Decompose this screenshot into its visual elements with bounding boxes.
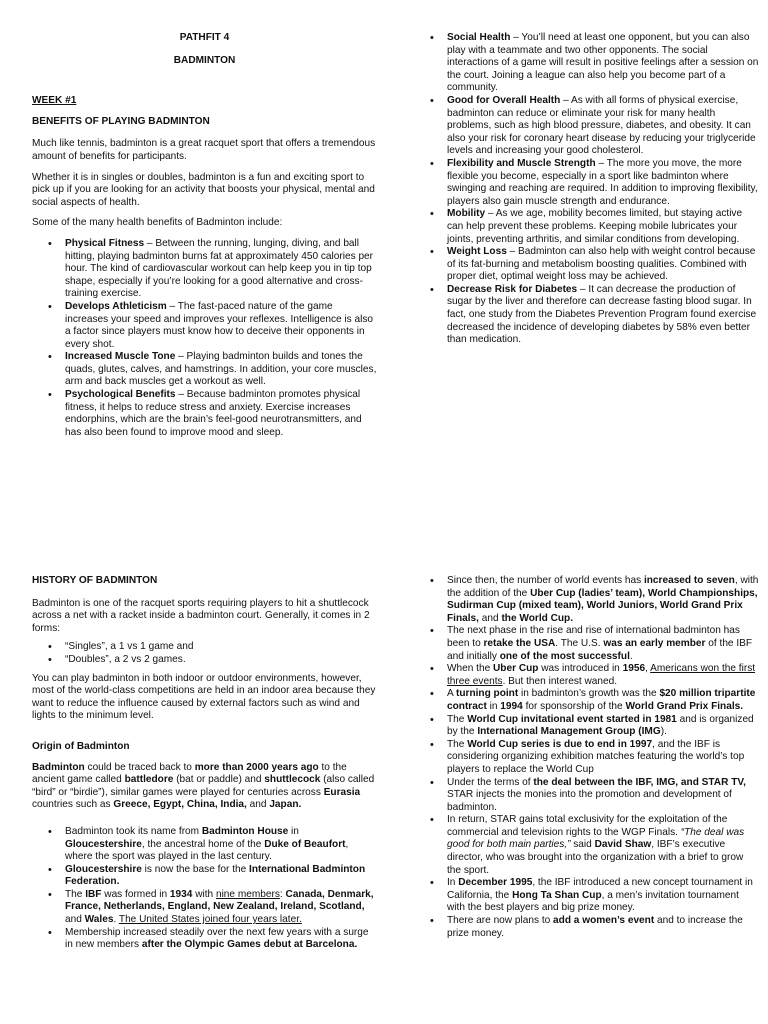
benefit-item: • Mobility – As we age, mobility becomes limited, but staying active can help prevent these problems. Keeping mobile lubricates your joints, preventing arthritis, and similar conditions from developing. (447, 208, 759, 246)
history-event: • Since then, the number of world events has increased to seven, with the addition of the Uber Cup (ladies’ team), World Championships, Sudirman Cup (mixed team), World Juniors, World Grand Prix Finals, and the World Cup. (447, 575, 759, 625)
origin-paragraph: Badminton could be traced back to more than 2000 years ago to the ancient game called battledore (bat or paddle) and shuttlecock (also called “bird” or “birdie”), similar games were played for centuries across Eurasia countries such as Greece, Egypt, China, India, and Japan. (32, 761, 375, 811)
history-events-list (414, 575, 759, 940)
origin-heading: Origin of Badminton (32, 740, 130, 752)
history-event: • The World Cup invitational event started in 1981 and is organized by the International Management Group (IMG). (447, 714, 759, 739)
history-event: • In December 1995, the IBF introduced a new concept tournament in California, the Hong Ta Shan Cup, a men’s invitation tournament with the best players and big prize money. (447, 877, 759, 915)
course-title: PATHFIT 4 (179, 32, 230, 43)
intro-paragraph-2: Whether it is in singles or doubles, badminton is a fun and exciting sport to pick up if you are looking for an activity that boosts your physical, mental and social aspects of health. (32, 171, 375, 208)
intro-paragraph-1: Much like tennis, badminton is a great racquet sport that offers a tremendous amount of benefits for participants. (32, 138, 376, 162)
benefit-item: • Physical Fitness – Between the running, lunging, diving, and ball hitting, playing badminton burns fat at approximately 450 calories per hour. The kind of cardiovascular workout can help keep you in tip top shape, especially if you’re looking for a good alternative and cross-training exercise. (65, 238, 377, 301)
form-item: • “Singles”, a 1 vs 1 game and (65, 641, 377, 654)
history-event: • There are now plans to add a women’s event and to increase the prize money. (447, 915, 759, 940)
benefits-list-left (32, 238, 377, 440)
benefit-item: • Increased Muscle Tone – Playing badminton builds and tones the quads, glutes, calves, and hamstrings. In addition, your core muscles, arm and back muscles get a workout as well. (65, 351, 377, 389)
origin-fact: • Gloucestershire is now the base for the International Badminton Federation. (65, 864, 377, 889)
benefit-item: • Good for Overall Health – As with all forms of physical exercise, badminton can reduce or eliminate your risk for many health problems, such as high blood pressure, diabetes, and obesity. It can also your risk for coronary heart disease by reducing your triglyceride levels and increasing your good cholesterol. (447, 95, 759, 158)
benefits-list-right (414, 32, 759, 347)
history-event: • In return, STAR gains total exclusivity for the exploitation of the commercial and television rights to the WGP Finals. “The deal was good for both main parties,” said David Shaw, IBF’s executive director, who was brought into the organization with a brief to grow the sport. (447, 814, 759, 877)
history-event: • When the Uber Cup was introduced in 1956, Americans won the first three events. But then interest waned. (447, 663, 759, 688)
history-right-column (414, 575, 759, 940)
origin-fact: • The IBF was formed in 1934 with nine members: Canada, Denmark, France, Netherlands, England, New Zealand, Ireland, Scotland, and Wales. The United States joined four years later. (65, 889, 377, 927)
form-item: • “Doubles”, a 2 vs 2 games. (65, 654, 377, 667)
benefits-right-column (414, 32, 759, 347)
benefit-item: • Social Health – You’ll need at least one opponent, but you can also play with a teammate and two other opponents. The social interactions of a game will result in positive feelings after a session on the court. Joining a league can also help you become part of a community. (447, 32, 759, 95)
history-event: • Under the terms of the deal between the IBF, IMG, and STAR TV, STAR injects the monies into the promotion and development of badminton. (447, 777, 759, 815)
history-event: • The next phase in the rise and rise of international badminton has been to retake the USA. The U.S. was an early member of the IBF and initially one of the most successful. (447, 625, 759, 663)
forms-list (32, 641, 377, 666)
benefit-item: • Develops Athleticism – The fast-paced nature of the game increases your speed and improves your reflexes. Intelligence is also a factor since players must know how to deceive their opponents in every shot. (65, 301, 377, 351)
origin-fact: • Badminton took its name from Badminton House in Gloucestershire, the ancestral home of the Duke of Beaufort, where the sport was played in the last century. (65, 826, 377, 864)
history-paragraph-2: You can play badminton in both indoor or outdoor environments, however, most of the world-class competitions are held in an indoor area because they want to reduce the influence caused by external factors such as wind and lights to the minimum level. (32, 672, 376, 722)
history-paragraph-1: Badminton is one of the racquet sports requiring players to hit a shuttlecock across a net with a racket inside a badminton court. Generally, it comes in 2 forms: (32, 597, 370, 634)
history-event: • A turning point in badminton’s growth was the $20 million tripartite contract in 1994 for sponsorship of the World Grand Prix Finals. (447, 688, 759, 713)
intro-paragraph-3: Some of the many health benefits of Badminton include: (32, 217, 283, 229)
benefit-item: • Flexibility and Muscle Strength – The more you move, the more flexible you become, especially in a sport like badminton where swinging and reaching are required. In addition to improving flexibility, players also gain muscle strength and endurance. (447, 158, 759, 208)
history-left-column (32, 575, 377, 952)
week-label: WEEK #1 (32, 95, 77, 107)
subject-title: BADMINTON (173, 54, 236, 66)
history-event: • The World Cup series is due to end in 1997, and the IBF is considering organizing exhibition matches featuring the world’s top players to replace the World Cup (447, 739, 759, 777)
benefits-left-column (32, 32, 377, 439)
origin-facts-list (32, 826, 377, 952)
benefits-heading: BENEFITS OF PLAYING BADMINTON (32, 115, 210, 127)
benefit-item: • Weight Loss – Badminton can also help with weight control because of its fat-burning and metabolism boosting qualities. Combined with proper diet, optimal weight loss may be achieved. (447, 246, 759, 284)
origin-fact: • Membership increased steadily over the next few years with a surge in new members after the Olympic Games debut at Barcelona. (65, 927, 377, 952)
benefit-item: • Decrease Risk for Diabetes – It can decrease the production of sugar by the liver and therefore can decrease fasting blood sugar. In fact, one study from the Diabetes Prevention Program found exercise decreased the incidence of developing diabetes by 58% even better than medication. (447, 284, 759, 347)
history-heading: HISTORY OF BADMINTON (32, 575, 158, 586)
benefit-item: • Psychological Benefits – Because badminton promotes physical fitness, it helps to reduce stress and anxiety. Exercise increases endorphins, which are the brain’s feel-good neurotransmitters, and has also been found to improve mood and sleep. (65, 389, 377, 439)
